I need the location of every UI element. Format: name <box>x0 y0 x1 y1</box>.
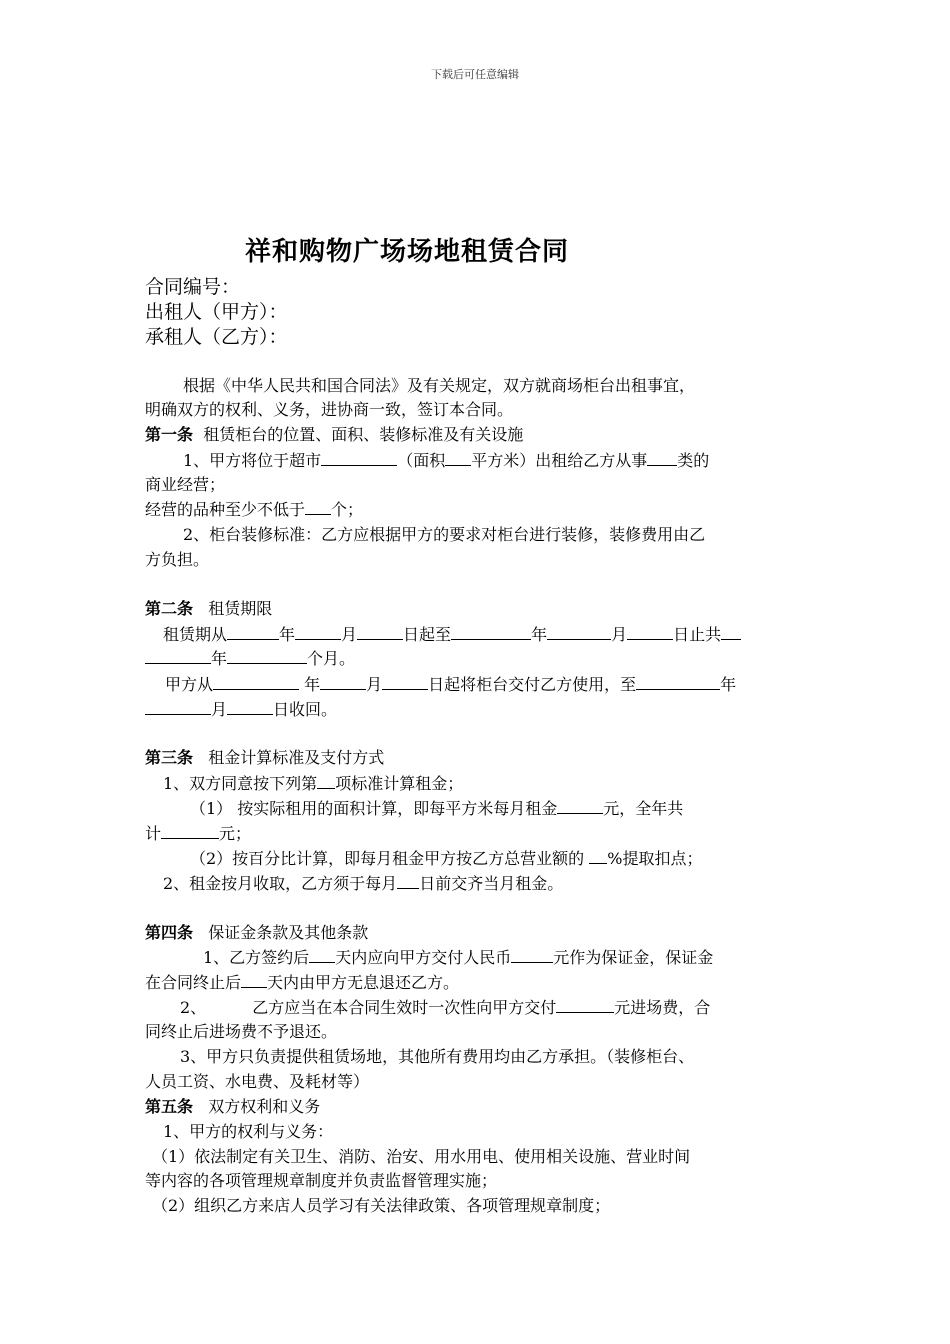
text: 日起至 <box>403 625 452 644</box>
text: 租赁期从 <box>163 625 228 644</box>
text: 个； <box>331 500 364 519</box>
blank-underline <box>557 796 603 814</box>
blank-underline <box>627 622 673 640</box>
header-note: 下载后可任意编辑 <box>431 68 519 81</box>
blank-underline <box>309 945 335 963</box>
article-4-number: 第四条 <box>145 923 194 942</box>
blank-underline <box>320 672 366 690</box>
lease-period-line <box>163 622 741 647</box>
text: 经营的品种至少不低于 <box>145 500 306 519</box>
text: %提取扣点； <box>607 849 703 868</box>
text: 甲方从 <box>165 675 214 694</box>
article-5-heading <box>145 1095 320 1119</box>
text: 天内应向甲方交付人民币 <box>335 948 512 967</box>
handover-line-cont <box>145 697 337 722</box>
text: 元； <box>219 824 252 843</box>
article-5-number: 第五条 <box>145 1097 194 1116</box>
text: 元作为保证金，保证金 <box>553 948 714 967</box>
text: 2、 <box>180 998 207 1017</box>
text: 在合同终止后 <box>145 973 242 992</box>
text: 1、甲方将位于超市 <box>183 451 322 470</box>
article-4-item-2-cont: 同终止后进场费不予退还。 <box>145 1022 338 1041</box>
article-1-title: 租赁柜台的位置、面积、装修标准及有关设施 <box>203 425 524 444</box>
text: 年 <box>531 625 548 644</box>
blank-underline <box>511 945 553 963</box>
blank-underline <box>445 448 471 466</box>
article-4-item-3: 3、甲方只负责提供租赁场地，其他所有费用均由乙方承担。（装修柜台、 <box>180 1047 695 1066</box>
blank-underline <box>213 672 299 690</box>
text: 2、租金按月收取，乙方须于每月 <box>163 874 398 893</box>
text: 计 <box>145 824 162 843</box>
text: （1） 按实际租用的面积计算，即每平方米每月租金 <box>190 799 558 818</box>
article-3-number: 第三条 <box>145 748 194 767</box>
text: 元进场费，合 <box>614 998 711 1017</box>
text: 月 <box>341 625 358 644</box>
text: 天内由甲方无息退还乙方。 <box>267 973 460 992</box>
blank-underline <box>305 497 331 515</box>
text: 日前交齐当月租金。 <box>419 874 564 893</box>
article-4-item-3-cont: 人员工资、水电费、及耗材等） <box>145 1072 370 1091</box>
text: 项标准计算租金； <box>335 774 464 793</box>
article-3-option-2 <box>190 846 703 871</box>
text: 日止共 <box>673 625 722 644</box>
article-5-sub-2: （2）组织乙方来店人员学习有关法律政策、各项管理规章制度； <box>152 1196 611 1215</box>
article-4-title: 保证金条款及其他条款 <box>208 923 369 942</box>
blank-underline <box>382 672 428 690</box>
article-1-item-2: 2、柜台装修标准：乙方应根据甲方的要求对柜台进行装修，装修费用由乙 <box>183 525 706 544</box>
blank-underline <box>227 697 273 715</box>
text: 乙方应当在本合同生效时一次性向甲方交付 <box>252 998 557 1017</box>
article-3-title: 租金计算标准及支付方式 <box>208 748 385 767</box>
article-5-sub-1: （1）依法制定有关卫生、消防、治安、用水用电、使用相关设施、营业时间 <box>152 1147 691 1166</box>
article-3-heading <box>145 746 384 770</box>
article-3-item-2 <box>163 871 563 896</box>
blank-underline <box>227 622 279 640</box>
text: 1、乙方签约后 <box>203 948 310 967</box>
blank-underline <box>317 771 335 789</box>
blank-underline <box>636 672 720 690</box>
text: 年 <box>304 675 321 694</box>
article-1-number: 第一条 <box>145 425 194 444</box>
article-4-heading <box>145 921 368 945</box>
text: 日收回。 <box>273 700 338 719</box>
intro-line-2: 明确双方的权利、义务，进协商一致，签订本合同。 <box>145 400 514 419</box>
article-4-item-1 <box>203 945 713 970</box>
handover-line <box>165 672 736 697</box>
article-3-item-1 <box>163 771 463 796</box>
text: 年 <box>211 649 228 668</box>
text: 1、双方同意按下列第 <box>163 774 318 793</box>
blank-underline <box>145 697 211 715</box>
article-3-option-1 <box>190 796 683 821</box>
text: 年 <box>720 675 737 694</box>
contract-title: 祥和购物广场场地租赁合同 <box>245 237 570 267</box>
blank-underline <box>451 622 531 640</box>
text: 月 <box>211 700 228 719</box>
text: （面积 <box>397 451 446 470</box>
article-1-item-1-cont: 商业经营； <box>145 475 226 494</box>
text: 平方米）出租给乙方从事 <box>471 451 648 470</box>
blank-underline <box>397 871 419 889</box>
article-5-item-1: 1、甲方的权利与义务： <box>163 1122 334 1141</box>
article-3-option-1-cont <box>145 821 251 846</box>
text: 月 <box>366 675 383 694</box>
article-1-variety <box>145 497 363 522</box>
article-2-heading <box>145 597 272 621</box>
text: 个月。 <box>307 649 356 668</box>
blank-underline <box>721 622 741 640</box>
article-5-sub-1-cont: 等内容的各项管理规章制度并负责监督管理实施； <box>145 1171 498 1190</box>
blank-underline <box>556 995 614 1013</box>
intro-line-1: 根据《中华人民共和国合同法》及有关规定，双方就商场柜台出租事宜， <box>183 376 696 395</box>
text: 类的 <box>677 451 710 470</box>
lease-period-line-cont <box>145 646 355 671</box>
blank-underline <box>241 970 267 988</box>
blank-underline <box>295 622 341 640</box>
lessee-label: 承租人（乙方）： <box>145 326 288 348</box>
lessor-label: 出租人（甲方）： <box>145 301 288 323</box>
blank-underline <box>227 646 307 664</box>
article-5-title: 双方权利和义务 <box>208 1097 321 1116</box>
article-4-item-2 <box>180 995 710 1020</box>
text: 元，全年共 <box>603 799 684 818</box>
blank-underline <box>357 622 403 640</box>
blank-underline <box>589 846 607 864</box>
text: 月 <box>611 625 628 644</box>
article-1-item-1 <box>183 448 709 473</box>
text: 日起将柜台交付乙方使用，至 <box>428 675 637 694</box>
blank-underline <box>321 448 397 466</box>
article-1-heading <box>145 423 523 447</box>
blank-underline <box>547 622 611 640</box>
blank-underline <box>161 821 219 839</box>
blank-underline <box>145 646 211 664</box>
article-2-title: 租赁期限 <box>208 599 273 618</box>
article-1-item-2-cont: 方负担。 <box>145 550 210 569</box>
contract-number-label: 合同编号： <box>145 276 241 298</box>
blank-underline <box>647 448 677 466</box>
article-4-item-1-cont <box>145 970 459 995</box>
article-2-number: 第二条 <box>145 599 194 618</box>
text: （2）按百分比计算，即每月租金甲方按乙方总营业额的 <box>190 849 590 868</box>
text: 年 <box>279 625 296 644</box>
